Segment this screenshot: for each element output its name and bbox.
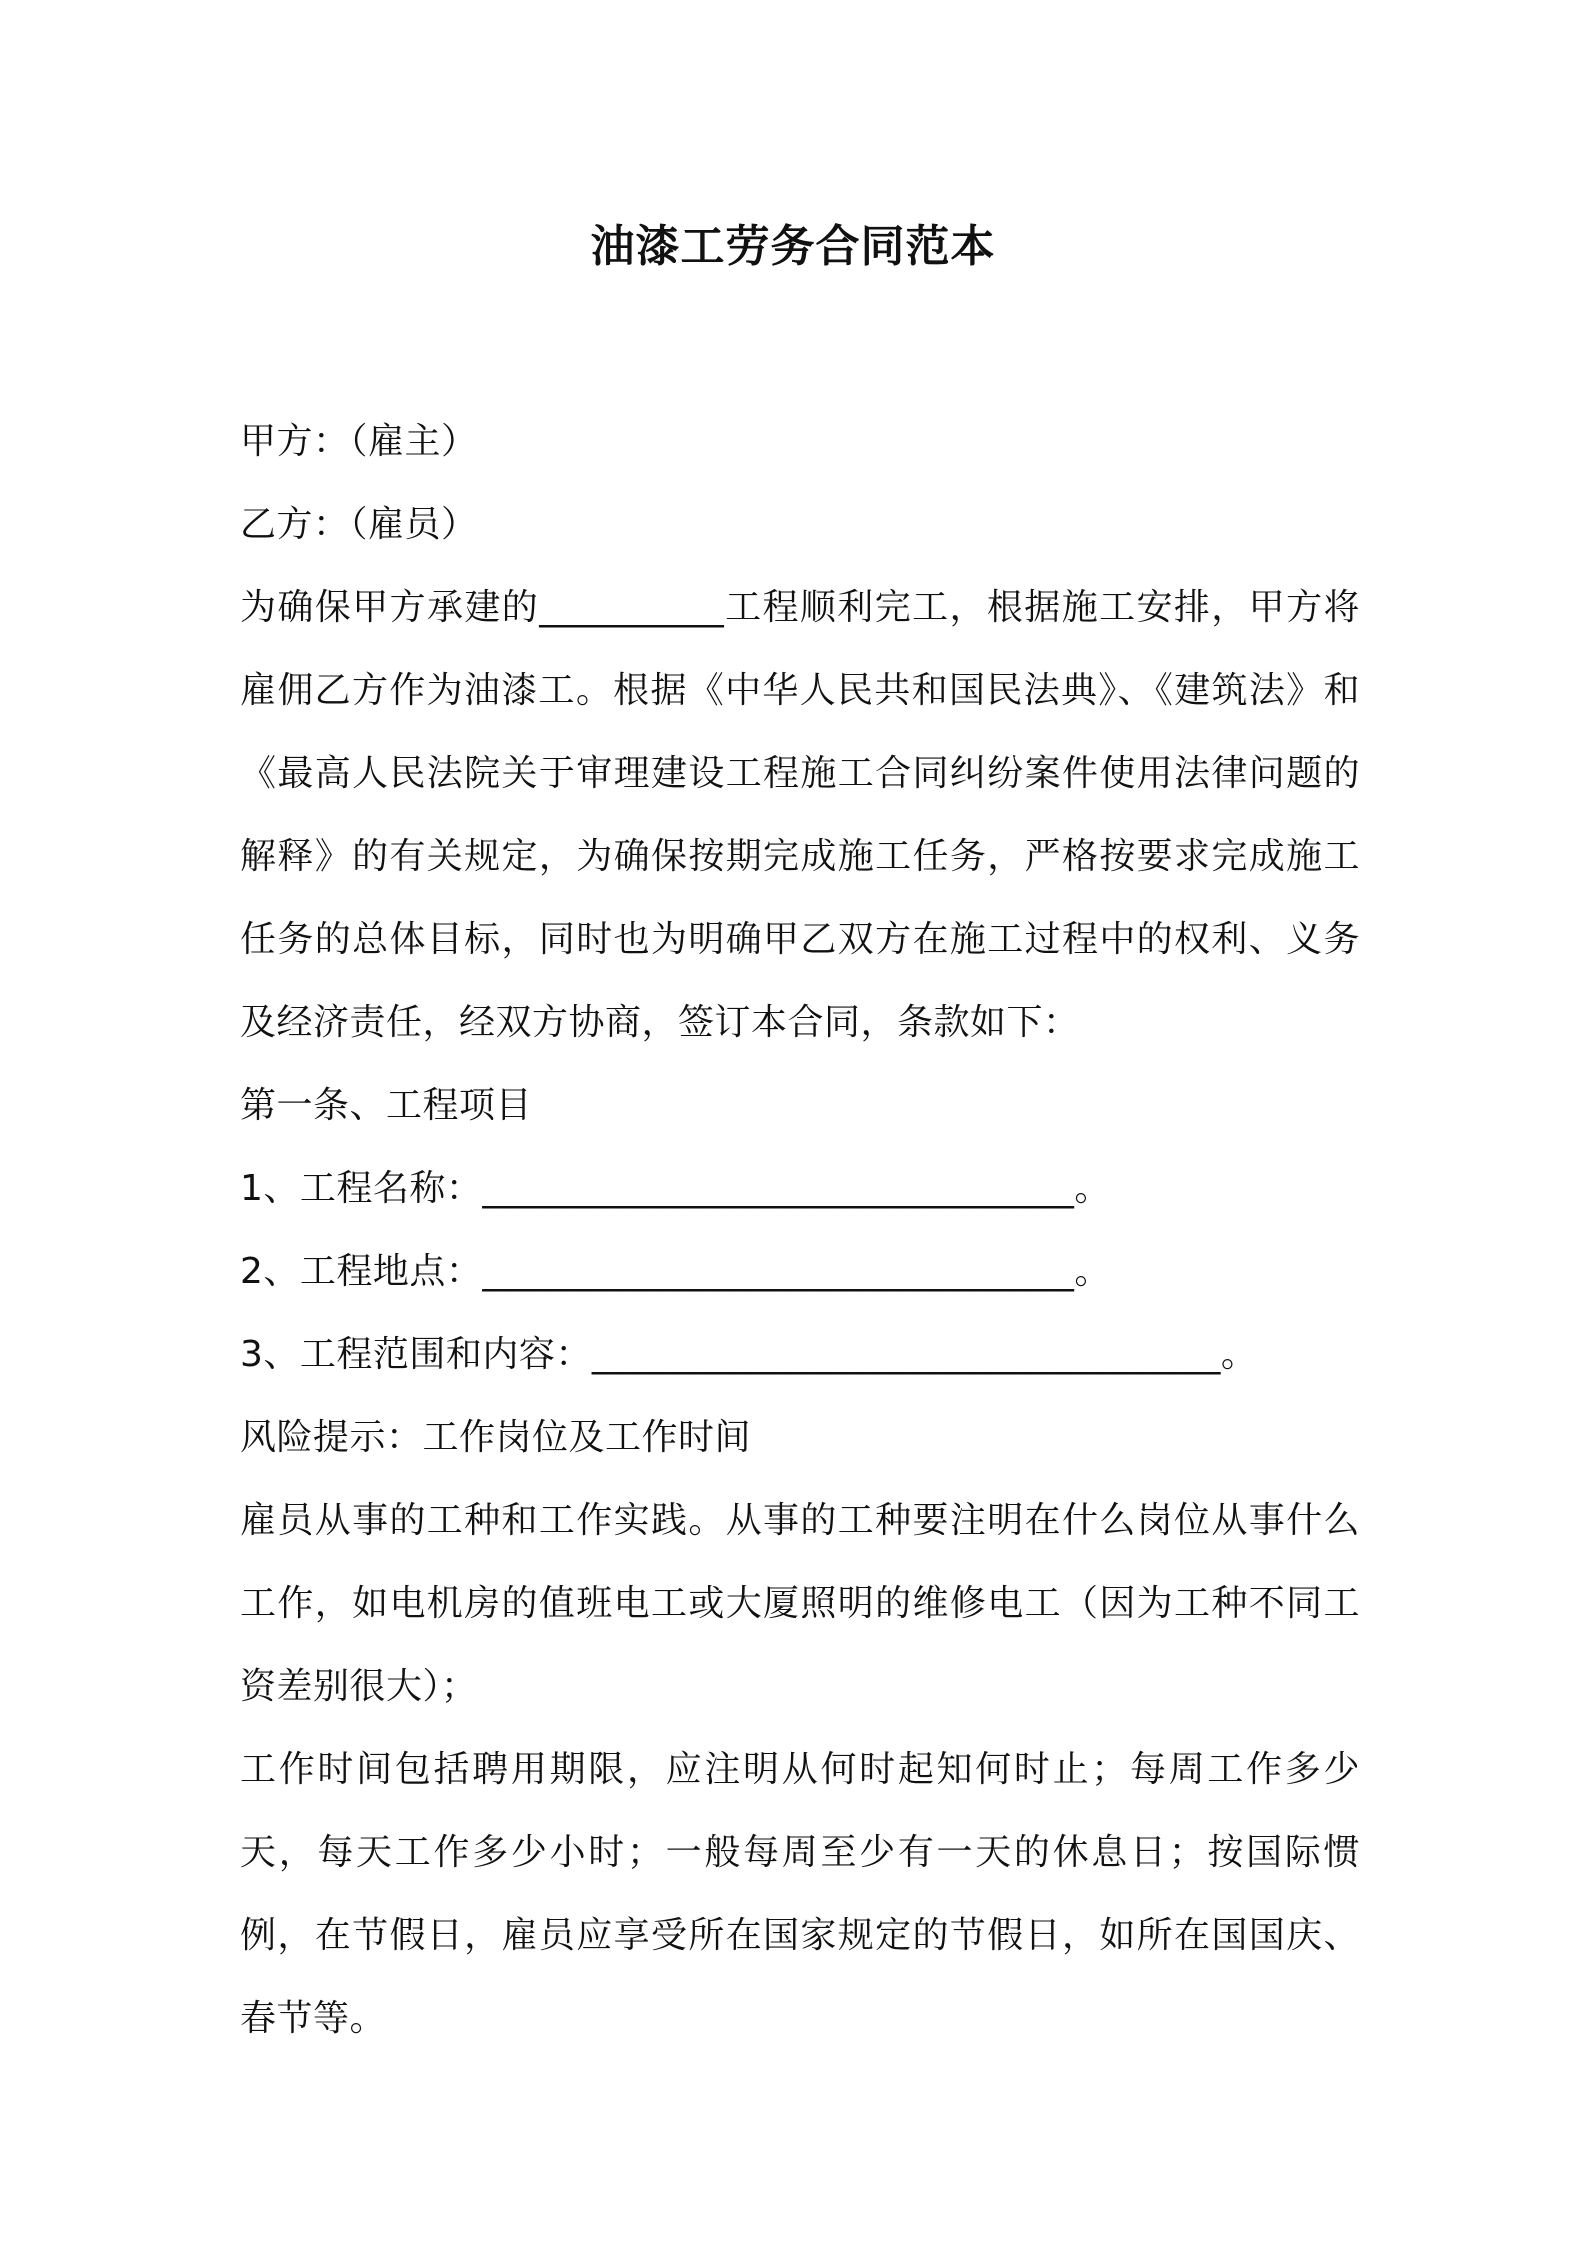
project-scope-item: 3、工程范围和内容：__________________________________。 [240, 1334, 1258, 1375]
risk-heading: 风险提示：工作岗位及工作时间 [240, 1417, 752, 1458]
article-1-heading: 第一条、工程项目 [240, 1085, 533, 1126]
preamble-paragraph: 为确保甲方承建的__________工程顺利完工，根据施工安排，甲方将雇佣乙方作为油漆工。根据《中华人民共和国民法典》、《建筑法》和《最高人民法院关于审理建设工程施工合同纠纷案件使用法律问题的解释》的有关规定，为确保按期完成施工任务，严格按要求完成施工任务的总体目标，同时也为明确甲乙双方在施工过程中的权利、义务及经济责任，经双方协商，签订本合同，条款如下： [240, 587, 1360, 1043]
party-b-line: 乙方：（雇员） [240, 504, 478, 545]
project-name-item: 1、工程名称：________________________________。 [240, 1168, 1111, 1209]
party-a-line: 甲方：（雇主） [240, 421, 478, 462]
risk-paragraph-job-type: 雇员从事的工种和工作实践。从事的工种要注明在什么岗位从事什么工作，如电机房的值班电工或大厦照明的维修电工（因为工种不同工资差别很大）； [240, 1500, 1360, 1707]
risk-paragraph-work-time: 工作时间包括聘用期限，应注明从何时起知何时止；每周工作多少天，每天工作多少小时；一般每周至少有一天的休息日；按国际惯例，在节假日，雇员应享受所在国家规定的节假日，如所在国国庆、春节等。 [240, 1749, 1360, 2039]
document-body [240, 400, 1360, 2060]
document-title: 油漆工劳务合同范本 [590, 221, 996, 272]
project-location-item: 2、工程地点：________________________________。 [240, 1251, 1111, 1292]
